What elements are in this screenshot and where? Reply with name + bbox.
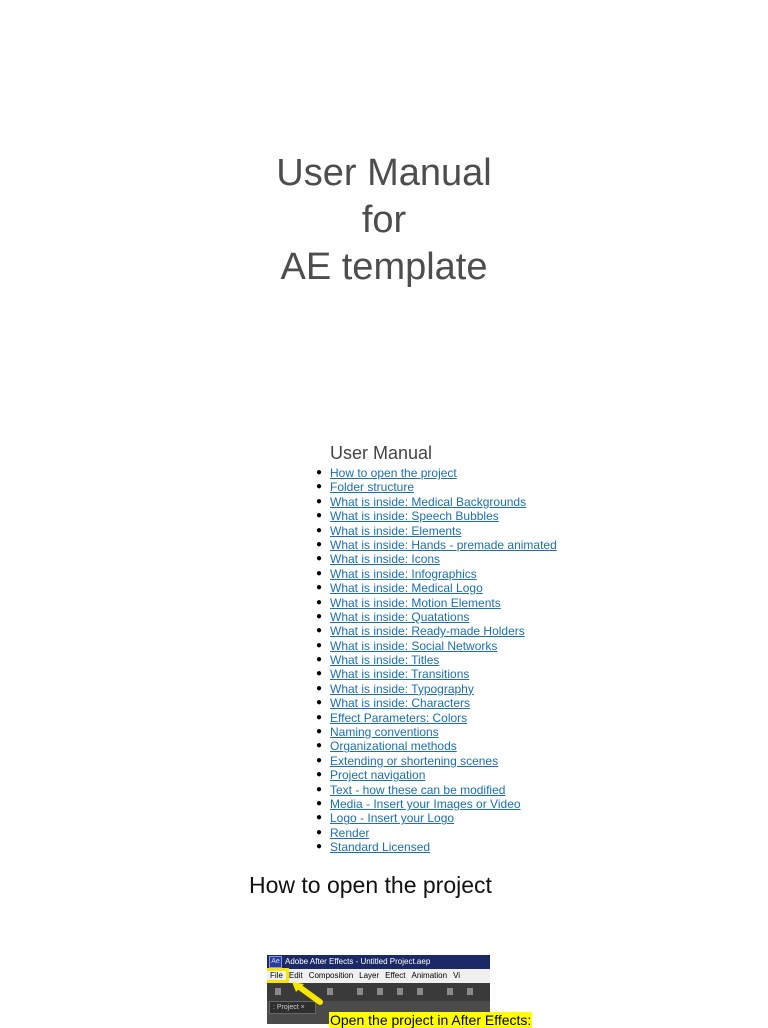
toc-item (300, 581, 720, 595)
ae-menu-item: Effect (385, 971, 406, 980)
ae-menu-item: Edit (288, 971, 303, 980)
toc-link[interactable]: Effect Parameters: Colors (330, 710, 468, 725)
arrow-icon (290, 980, 330, 1010)
bullet-icon: ● (316, 538, 323, 550)
selection-tool-icon (275, 988, 281, 995)
toc-item (300, 538, 720, 552)
bullet-icon: ● (316, 826, 323, 838)
tool-icon (417, 988, 423, 995)
toc-item (300, 596, 720, 610)
ae-menu-item: Vi (453, 971, 461, 980)
toc-link[interactable]: Text - how these can be modified (330, 782, 506, 797)
document-title (0, 150, 768, 291)
toc-link[interactable]: What is inside: Social Networks (330, 638, 498, 653)
toc-item (300, 739, 720, 753)
bullet-icon: ● (316, 740, 323, 752)
toc-link[interactable]: Media - Insert your Images or Video (330, 796, 521, 811)
bullet-icon: ● (316, 697, 323, 709)
bullet-icon: ● (316, 639, 323, 651)
toc-link[interactable]: Logo - Insert your Logo (330, 811, 455, 826)
toc-link[interactable]: What is inside: Quatations (330, 609, 470, 624)
ae-titlebar (267, 955, 490, 969)
toc-link[interactable]: What is inside: Typography (330, 681, 474, 696)
ae-menu-item: Animation (411, 971, 448, 980)
toc-link[interactable]: What is inside: Transitions (330, 667, 470, 682)
callout-label: Open the project in After Effects: (330, 1012, 532, 1028)
bullet-icon: ● (316, 567, 323, 579)
ae-menu-item: Composition (308, 971, 354, 980)
toc-link[interactable]: Project navigation (330, 768, 426, 783)
bullet-icon: ● (316, 769, 323, 781)
bullet-icon: ● (316, 754, 323, 766)
toc-item (300, 624, 720, 638)
toc-item (300, 495, 720, 509)
toc-item (300, 682, 720, 696)
tool-icon (357, 988, 363, 995)
tool-icon (467, 988, 473, 995)
toc-item (300, 840, 720, 854)
toc-item (300, 811, 720, 825)
bullet-icon: ● (316, 553, 323, 565)
toc-link[interactable]: What is inside: Speech Bubbles (330, 509, 499, 524)
toc-link[interactable]: Naming conventions (330, 725, 439, 740)
toc-link[interactable]: Standard Licensed (330, 840, 431, 855)
project-panel-tab: : Project × (269, 1001, 316, 1014)
toc-link[interactable]: What is inside: Elements (330, 523, 462, 538)
toc-item (300, 466, 720, 480)
toc-list (300, 466, 720, 855)
toc-item (300, 797, 720, 811)
bullet-icon: ● (316, 625, 323, 637)
bullet-icon: ● (316, 668, 323, 680)
section-heading: How to open the project (249, 872, 492, 898)
bullet-icon: ● (316, 481, 323, 493)
toc-item (300, 509, 720, 523)
ae-logo-icon: Ae (269, 956, 282, 968)
toc-item (300, 567, 720, 581)
toc-item (300, 696, 720, 710)
toc-item (300, 826, 720, 840)
toc-link[interactable]: What is inside: Titles (330, 653, 440, 668)
bullet-icon: ● (316, 682, 323, 694)
bullet-icon: ● (316, 726, 323, 738)
bullet-icon: ● (316, 812, 323, 824)
title-line-1: User Manual (276, 152, 492, 194)
bullet-icon: ● (316, 610, 323, 622)
toc-item (300, 524, 720, 538)
bullet-icon: ● (316, 467, 323, 478)
bullet-icon: ● (316, 654, 323, 666)
toc-link[interactable]: Render (330, 825, 370, 840)
toc-link[interactable]: What is inside: Motion Elements (330, 595, 501, 610)
bullet-icon: ● (316, 582, 323, 594)
tool-icon (447, 988, 453, 995)
toc-link[interactable]: What is inside: Icons (330, 552, 441, 567)
toc-link[interactable]: What is inside: Hands - premade animated (330, 537, 557, 552)
bullet-icon: ● (316, 783, 323, 795)
toc-item (300, 610, 720, 624)
bullet-icon: ● (316, 797, 323, 809)
bullet-icon: ● (316, 510, 323, 522)
tool-icon (397, 988, 403, 995)
toc-link[interactable]: How to open the project (330, 466, 457, 480)
bullet-icon: ● (316, 495, 323, 507)
toc-link[interactable]: Folder structure (330, 480, 415, 495)
toc-item (300, 783, 720, 797)
toc-item (300, 639, 720, 653)
table-of-contents (300, 440, 720, 855)
toc-link[interactable]: What is inside: Ready-made Holders (330, 624, 525, 639)
file-highlight-box (267, 968, 289, 983)
bullet-icon: ● (316, 524, 323, 536)
toc-item (300, 552, 720, 566)
tool-icon (377, 988, 383, 995)
toc-item (300, 768, 720, 782)
ae-app-title: Adobe After Effects - Untitled Project.aep (285, 957, 431, 966)
toc-item (300, 711, 720, 725)
bullet-icon: ● (316, 711, 323, 723)
toc-link[interactable]: What is inside: Characters (330, 696, 471, 711)
toc-item (300, 480, 720, 494)
toc-link[interactable]: What is inside: Medical Logo (330, 581, 483, 596)
toc-link[interactable]: What is inside: Infographics (330, 566, 477, 581)
toc-item (300, 653, 720, 667)
title-line-2: for (361, 199, 407, 241)
ae-menu-item: File (270, 971, 283, 980)
title-line-3: AE template (280, 246, 488, 288)
toc-item (300, 667, 720, 681)
bullet-icon: ● (316, 596, 323, 608)
toc-link[interactable]: Extending or shortening scenes (330, 753, 499, 768)
toc-item (300, 725, 720, 739)
toc-link[interactable]: What is inside: Medical Backgrounds (330, 494, 527, 509)
ae-menu-item: Layer (359, 971, 380, 980)
bullet-icon: ● (316, 841, 323, 853)
toc-heading: User Manual (330, 443, 433, 463)
toc-link[interactable]: Organizational methods (330, 739, 457, 754)
toc-item (300, 754, 720, 768)
